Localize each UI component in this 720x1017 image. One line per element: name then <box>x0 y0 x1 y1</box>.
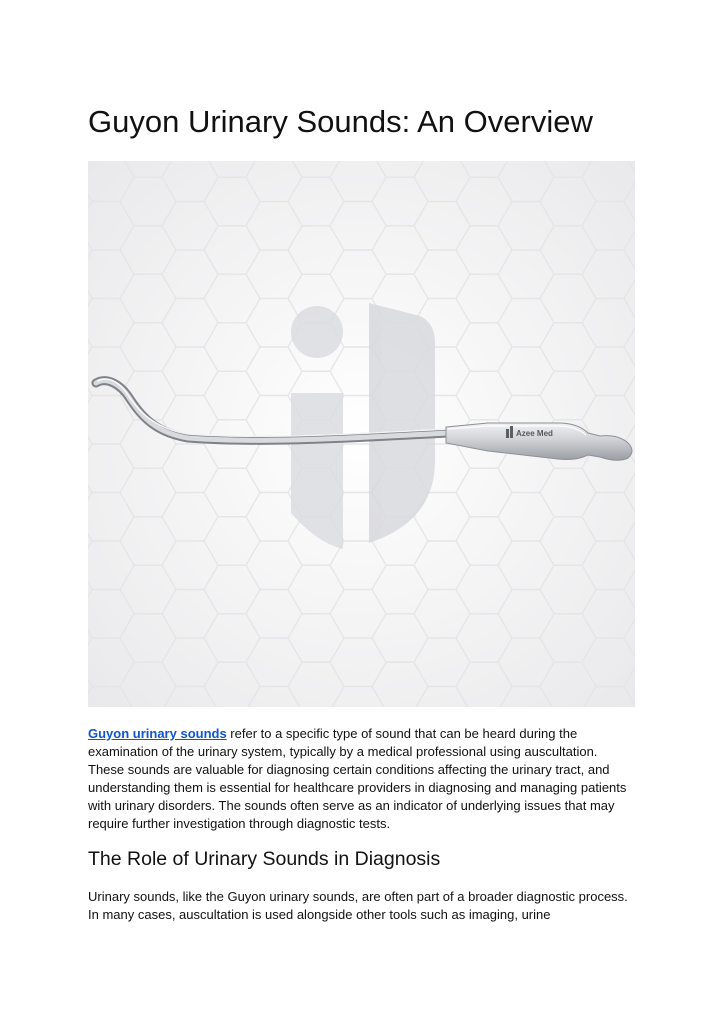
intro-paragraph <box>88 725 636 833</box>
intro-text: refer to a specific type of sound that can be heard during the examination of the urinary system, typically by a medical professional using auscultation. These sounds are valuable for diagnosing certain conditions affecting the urinary tract, and understanding them is essential for healthcare providers in diagnosing and managing patients with urinary disorders. The sounds often serve as an indicator of underlying issues that may require further investigation through diagnostic tests. <box>88 726 627 831</box>
section-heading: The Role of Urinary Sounds in Diagnosis <box>88 848 441 870</box>
guyon-urinary-sounds-link[interactable]: Guyon urinary sounds <box>88 726 227 741</box>
page-title: Guyon Urinary Sounds: An Overview <box>88 104 593 139</box>
product-image <box>88 161 635 707</box>
guyon-sound-instrument-icon <box>88 161 635 707</box>
svg-text:Azee Med: Azee Med <box>516 429 553 438</box>
section-paragraph: Urinary sounds, like the Guyon urinary sounds, are often part of a broader diagnostic process. In many cases, auscultation is used alongside other tools such as imaging, urine <box>88 889 628 922</box>
